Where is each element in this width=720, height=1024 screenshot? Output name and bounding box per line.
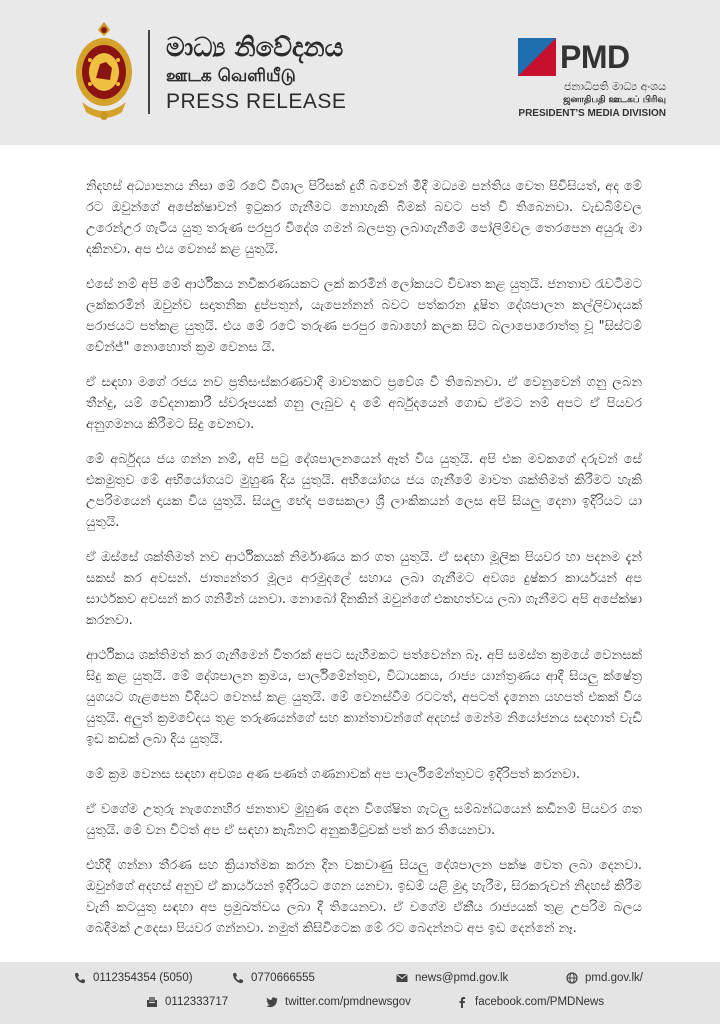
fax-number: 0112333717 [165,996,229,1008]
website-url[interactable]: pmd.gov.lk/ [585,972,643,984]
pmd-line-sinhala: ජනාධිපති මාධ්‍ය අංශය [563,80,666,93]
title-tamil: ஊடக வெளியீடு [166,66,296,86]
email-contact[interactable] [396,972,508,984]
body-paragraph: ඒ වගේම උතුරු නැගෙනහිර ජනතාව මුහුණ දෙන විශේෂිත ගැටලු සම්බන්ධයෙන් කඩිනම් පියවර ගත යුතුයි. මේ වන විටත් අප ඒ සඳහා කැබිනට් අනුකමිටුවක් පත් කර තියෙනවා. [86,802,642,838]
press-release-body [86,176,642,953]
email-icon [396,972,408,984]
press-release-header [0,0,720,145]
mobile-contact [232,972,315,984]
body-paragraph: ඒ සඳහා මගේ රජය නව ප්‍රතිසංස්කරණවාදී මාවතකට ප්‍රවේශ වී තිබෙනවා. ඒ වෙනුවෙන් ගනු ලබන තීන්දු, යම් වේදනාකාරී ස්වරූපයක් ගනු ලැබුව ද මේ අර්බුදයෙන් ගොඩ ඒමට නම් අපට ඒ පියවර අනුගමනය කිරීමට සිදු වෙනවා. [86,375,642,432]
globe-icon [566,972,578,984]
facebook-icon [456,996,468,1008]
body-paragraph: ආර්ථිකය ශක්තිමත් කර ගැනීමෙන් විතරක් අපට සැහීමකට පත්වෙන්න බෑ. අපි සමස්ත ක්‍රමයේ වෙනසක් සිදු කළ යුතුයි. මේ දේශපාලන ක්‍රමය, පාර්ලිමේන්තුව, විධායකය, රාජ්‍ය යාන්ත්‍රණය ආදී සියලු ක්ෂේත්‍ර යුගයට ගැළපෙන විදියට වෙනස් කළ යුතුයි. මේ වෙනස්වීම රටටත්, අපටත් දැනෙන යහපත් එකක් විය යුතුයි. අලුත් ක්‍රමවේදය තුළ තරුණයන්ගේ සහ කාන්තාවන්ගේ අදහස් මෙන්ම නියෝජනය සඳහාත් වැඩි ඉඩ කඩක් ලබා දිය යුතුයි. [86,648,642,747]
body-paragraph: එසේ නම් අපි මේ ආර්ථිකය නවීකරණයකට ලක් කරමින් ලෝකයට විවෘත කළ යුතුයි. ජනතාව රැවටීමට ලක්කරමින් ඔවුන්ව සදාතනික දුප්පතුන්, යැපෙන්නන් බවට පත්කරන දූෂිත දේශපාලන කල්ලිවාදයක් පරාජයට පත්කළ යුතුයි. එය මේ රටේ තරුණ පරපුර බොහෝ කලක සිට බලාපොරොත්තු වූ "සිස්ටම් චේන්ජ්" නොහොත් ක්‍රම වෙනස යි. [86,277,642,355]
pmd-logo [518,38,666,122]
facebook-contact[interactable] [456,996,604,1008]
twitter-icon [266,996,278,1008]
body-paragraph: මේ ක්‍රම වෙනස සඳහා අවශ්‍ය අණ පණත් ගණනාවක් අප පාර්ලිමේන්තුවට ඉදිරිපත් කරනවා. [86,767,580,782]
mobile-number: 0770666555 [251,972,315,984]
title-sinhala: මාධ්‍ය නිවේදනය [166,33,344,63]
fax-contact [146,996,228,1008]
fax-icon [146,996,158,1008]
phone-icon [74,972,86,984]
press-release-titles [166,32,426,116]
title-english: PRESS RELEASE [166,90,347,113]
twitter-handle[interactable]: twitter.com/pmdnewsgov [285,996,411,1008]
pmd-line-tamil: ஜனாதிபதி ஊடகப் பிரிவு [563,95,666,105]
phone-icon [232,972,244,984]
email-address[interactable]: news@pmd.gov.lk [415,972,509,984]
twitter-contact[interactable] [266,996,411,1008]
body-paragraph: එහිදී ගන්නා තීරණ සහ ක්‍රියාත්මක කරන දින වකවාණු සියලු දේශපාලන පක්ෂ වෙත ලබා දෙනවා. ඔවුන්ගේ අදහස් අනුව ඒ කාර්යයන් ඉදිරියට ගෙන යනවා. ඉඩම් යළි මුදා හැරීම, සිරකරුවන් නිදහස් කිරීම වැනි කටයුතු සඳහා අප ප්‍රමුඛත්වය ලබා දී තියෙනවා. ඒ වගේම ඒකීය රාජ්‍යයක් තුළ උපරිම බලය බෙදීමක් උදෙසා පියවර ගන්නවා. නමුත් කිසිවිටෙක මේ රට බෙදන්නට අප ඉඩ දෙන්නේ නෑ. [86,858,642,936]
contact-footer [0,962,720,1024]
sri-lanka-emblem-icon [72,20,136,124]
phone-contact [74,972,193,984]
pmd-line-english: PRESIDENT'S MEDIA DIVISION [518,108,666,119]
pmd-wordmark: PMD [560,39,630,75]
body-paragraph: මේ අර්බුදය ජය ගන්න නම්, අපි පටු දේශපාලනයෙන් ඈත් විය යුතුයි. අපි එක මවකගේ දරුවන් සේ එකමුතුව මේ අභියෝගයට මුහුණ දිය යුතුයි. අභියෝගය ජය ගැනීමේ මාවත ශක්තිමත් කිරීමට හැකි උපරිමයෙන් දායක විය යුතුයි. සියලු භේද පසෙකලා ශ්‍රී ලාංකිකයන් ලෙස අපි සියලු දෙනා ඉදිරියට යා යුතුයි. [86,452,642,530]
body-paragraph: ඒ ඔස්සේ ශක්තිමත් නව ආර්ථිකයක් නිර්මාණය කර ගත යුතුයි. ඒ සඳහා මූලික පියවර හා පදනම දැන් සකස් කර අවසන්. ජාත්‍යන්තර මූල්‍ය අරමුදලේ සහාය ලබා ගැනීමට අවශ්‍ය දුෂ්කර කාර්යයන් අප සාර්ථකව අවසන් කර ගනිමින් යනවා. නොබෝ දිනකින් ඔවුන්ගේ එකඟත්වය ලබා ගැනීමට අපි අපේක්ෂා කරනවා. [86,550,642,628]
body-paragraph: නිදහස් අධ්‍යාපනය නිසා මේ රටේ විශාල පිරිසක් දුගී බවෙන් මිදී මධ්‍යම පන්තිය වෙත පිවිසියත්, අද මේ රට ඔවුන්ගේ අපේක්ෂාවන් ඉටුකර ගැනීමට නොහැකි බිමක් බවට පත් වී තිබෙනවා. වැඩබිම්වල උරෙන්උර ගැටිය යුතු තරුණ පරපුර විදේශ ගමන් බලපත්‍ර ලබාගැනීමේ පෝලිම්වල තෙරපෙන අයුරු මා දකිනවා. අප එය වෙනස් කළ යුතුයි. [86,179,642,257]
pmd-mark-icon [518,38,556,76]
header-divider [148,30,150,114]
facebook-page[interactable]: facebook.com/PMDNews [475,996,605,1008]
phone-number: 0112354354 (5050) [93,972,193,984]
website-contact[interactable] [566,972,643,984]
